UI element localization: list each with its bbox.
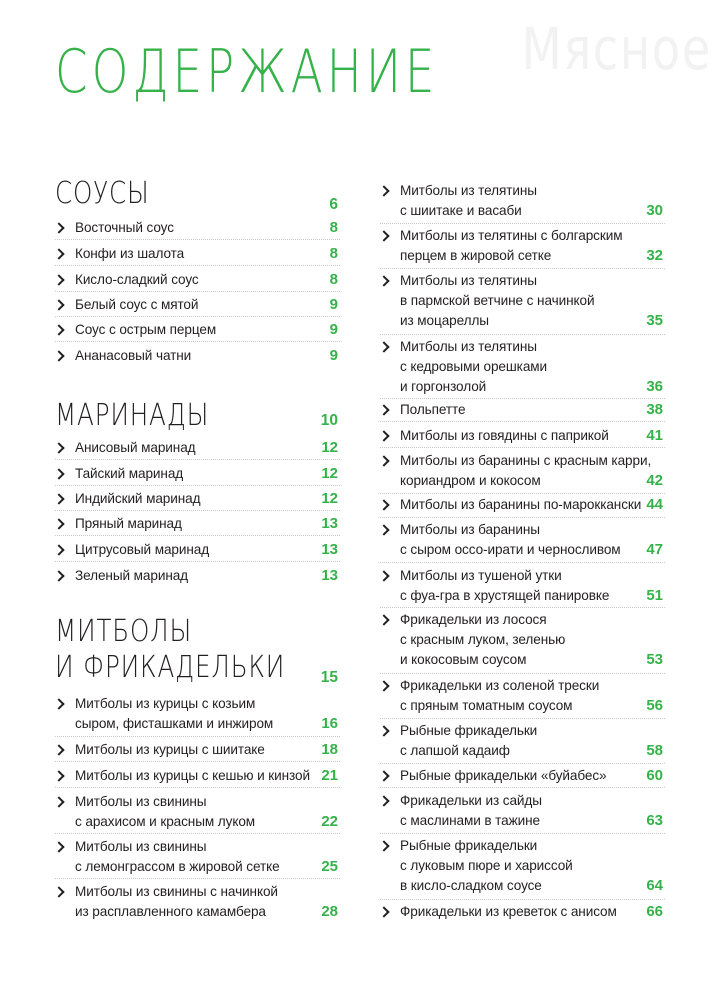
entry-title: Рыбные фрикадельки «буйабес» <box>400 768 607 783</box>
chevron-right-icon <box>380 614 389 626</box>
chevron-right-icon <box>380 770 389 782</box>
dotted-divider <box>55 341 340 342</box>
entry-page-number: 12 <box>321 439 338 456</box>
entry-title: Митболы из баранины с сыром оссо-ирати и черносливом <box>400 522 621 557</box>
chevron-right-icon <box>380 840 389 852</box>
section-title-line-1: МИТБОЛЫ <box>55 614 193 649</box>
toc-entry[interactable] <box>380 520 665 560</box>
chevron-right-icon <box>55 544 64 556</box>
dotted-divider <box>55 291 340 292</box>
dotted-divider <box>380 268 665 269</box>
entry-title: Митболы из баранины по-марокканcки <box>400 497 642 512</box>
entry-title: Митболы из телятины с шиитаке и васаби <box>400 183 537 218</box>
toc-entry[interactable] <box>55 514 340 534</box>
dotted-divider <box>55 239 340 240</box>
dotted-divider <box>55 761 340 762</box>
entry-page-number: 51 <box>646 587 663 604</box>
section-page-number: 10 <box>320 412 338 429</box>
dotted-divider <box>380 673 665 674</box>
toc-entry[interactable] <box>55 566 340 586</box>
entry-title: Ананасовый чатни <box>75 348 192 363</box>
entry-page-number: 58 <box>646 742 663 759</box>
toc-entry[interactable] <box>380 181 665 221</box>
toc-entry[interactable] <box>380 836 665 896</box>
toc-entry[interactable] <box>380 226 665 266</box>
entry-page-number: 38 <box>646 401 663 418</box>
entry-page-number: 12 <box>321 490 338 507</box>
chevron-right-icon <box>380 795 389 807</box>
toc-entry[interactable] <box>55 766 340 786</box>
entry-page-number: 12 <box>321 465 338 482</box>
entry-title: Соус с острым перцем <box>75 322 217 337</box>
dotted-divider <box>55 561 340 562</box>
entry-page-number: 9 <box>329 296 338 313</box>
chevron-right-icon <box>55 770 64 782</box>
section-page-number: 6 <box>329 196 338 213</box>
entry-title: Рыбные фрикадельки с луковым пюре и хариссой в кисло-сладком соусе <box>400 838 573 893</box>
dotted-divider <box>380 421 665 422</box>
entry-title: Восточный соус <box>75 220 174 235</box>
dotted-divider <box>380 223 665 224</box>
section-heading-meatballs[interactable] <box>55 614 340 690</box>
dotted-divider <box>380 562 665 563</box>
chevron-right-icon <box>55 886 64 898</box>
dotted-divider <box>55 510 340 511</box>
dotted-divider <box>380 398 665 399</box>
chevron-right-icon <box>380 185 389 197</box>
dotted-divider <box>55 485 340 486</box>
chevron-right-icon <box>380 230 389 242</box>
entry-title: Польпетте <box>400 402 466 417</box>
chevron-right-icon <box>380 499 389 511</box>
dotted-divider <box>380 607 665 608</box>
entry-page-number: 16 <box>321 715 338 732</box>
chevron-right-icon <box>380 455 389 467</box>
toc-entry[interactable] <box>55 218 340 238</box>
toc-entry[interactable] <box>55 837 340 877</box>
entry-page-number: 41 <box>646 427 663 444</box>
dotted-divider <box>380 718 665 719</box>
toc-entry[interactable] <box>55 320 340 340</box>
dotted-divider <box>380 787 665 788</box>
dotted-divider <box>55 787 340 788</box>
chevron-right-icon <box>55 222 64 234</box>
chevron-right-icon <box>55 841 64 853</box>
chevron-right-icon <box>380 906 389 918</box>
chevron-right-icon <box>55 796 64 808</box>
dotted-divider <box>55 316 340 317</box>
entry-page-number: 18 <box>321 741 338 758</box>
chevron-right-icon <box>380 524 389 536</box>
entry-title: Митболы из свинины с лемонграссом в жировой сетке <box>75 839 280 874</box>
entry-title: Цитрусовый маринад <box>75 542 210 557</box>
entry-page-number: 53 <box>646 651 663 668</box>
section-title: МАРИНАДЫ <box>55 398 210 433</box>
entry-page-number: 63 <box>646 812 663 829</box>
toc-entry[interactable] <box>380 337 665 397</box>
dotted-divider <box>380 493 665 494</box>
chevron-right-icon <box>55 248 64 260</box>
chevron-right-icon <box>55 274 64 286</box>
entry-title: Митболы из баранины с красным карри, кориандром и кокосом <box>400 453 652 488</box>
entry-page-number: 25 <box>321 858 338 875</box>
toc-entry[interactable] <box>55 464 340 484</box>
chevron-right-icon <box>55 698 64 710</box>
entry-title: Митболы из курицы с козьим сыром, фисташками и инжиром <box>75 696 274 731</box>
section-title: СОУСЫ <box>55 176 150 211</box>
entry-page-number: 8 <box>329 219 338 236</box>
entry-title: Митболы из телятины с кедровыми орешками и горгонзолой <box>400 339 548 394</box>
toc-entry[interactable] <box>380 495 665 515</box>
chevron-right-icon <box>55 442 64 454</box>
toc-entry[interactable] <box>55 346 340 366</box>
entry-page-number: 13 <box>321 541 338 558</box>
toc-entry[interactable] <box>55 694 340 734</box>
entry-page-number: 8 <box>329 245 338 262</box>
entry-page-number: 13 <box>321 515 338 532</box>
entry-title: Зеленый маринад <box>75 568 189 583</box>
dotted-divider <box>55 265 340 266</box>
entry-title: Митболы из телятины с болгарским перцем в жировой сетке <box>400 228 623 263</box>
dotted-divider <box>380 334 665 335</box>
chevron-right-icon <box>380 570 389 582</box>
toc-entry[interactable] <box>55 792 340 832</box>
section-heading-marinades[interactable] <box>55 398 340 438</box>
toc-entry[interactable] <box>55 882 340 922</box>
entry-page-number: 60 <box>646 767 663 784</box>
entry-title: Фрикадельки из креветок с анисом <box>400 904 617 919</box>
entry-page-number: 21 <box>321 767 338 784</box>
entry-title: Анисовый маринад <box>75 440 196 455</box>
toc-entry[interactable] <box>380 766 665 786</box>
entry-page-number: 8 <box>329 271 338 288</box>
chevron-right-icon <box>55 744 64 756</box>
entry-page-number: 28 <box>321 903 338 920</box>
entry-title: Фрикадельки из сайды с маслинами в тажине <box>400 793 542 828</box>
entry-page-number: 47 <box>646 541 663 558</box>
entry-page-number: 64 <box>646 877 663 894</box>
chevron-right-icon <box>55 324 64 336</box>
toc-entry[interactable] <box>380 791 665 831</box>
dotted-divider <box>380 899 665 900</box>
chevron-right-icon <box>55 468 64 480</box>
entry-page-number: 9 <box>329 347 338 364</box>
toc-entry[interactable] <box>380 610 665 670</box>
entry-page-number: 35 <box>646 312 663 329</box>
entry-title: Митболы из свинины с начинкой из расплавленного камамбера <box>75 884 278 919</box>
entry-title: Индийский маринад <box>75 491 201 506</box>
entry-title: Митболы из курицы с шиитаке <box>75 742 265 757</box>
dotted-divider <box>380 763 665 764</box>
toc-entry[interactable] <box>55 244 340 264</box>
entry-title: Митболы из тушеной утки с фуа-гра в хрустящей панировке <box>400 568 610 603</box>
dotted-divider <box>55 878 340 879</box>
chevron-right-icon <box>380 725 389 737</box>
dotted-divider <box>380 447 665 448</box>
entry-title: Белый соус с мятой <box>75 297 199 312</box>
entry-title: Митболы из курицы с кешью и кинзой <box>75 768 310 783</box>
toc-entry[interactable] <box>55 540 340 560</box>
chevron-right-icon <box>380 430 389 442</box>
chevron-right-icon <box>380 404 389 416</box>
toc-entry[interactable] <box>380 426 665 446</box>
toc-entry[interactable] <box>380 566 665 606</box>
toc-entry[interactable] <box>380 451 665 491</box>
chevron-right-icon <box>55 350 64 362</box>
toc-entry[interactable] <box>380 721 665 761</box>
entry-title: Митболы из свинины с арахисом и красным луком <box>75 794 256 829</box>
entry-page-number: 13 <box>321 567 338 584</box>
entry-page-number: 9 <box>329 321 338 338</box>
entry-title: Кисло-сладкий соус <box>75 272 199 287</box>
entry-title: Фрикадельки из соленой трески с пряным томатным соусом <box>400 678 600 713</box>
dotted-divider <box>55 833 340 834</box>
chevron-right-icon <box>55 570 64 582</box>
toc-entry[interactable] <box>55 438 340 458</box>
entry-page-number: 56 <box>646 697 663 714</box>
entry-title: Рыбные фрикадельки с лапшой кадаиф <box>400 723 538 758</box>
chevron-right-icon <box>55 493 64 505</box>
section-page-number: 15 <box>320 669 338 686</box>
dotted-divider <box>55 535 340 536</box>
chevron-right-icon <box>380 275 389 287</box>
entry-page-number: 42 <box>646 472 663 489</box>
toc-entry[interactable] <box>55 295 340 315</box>
entry-title: Конфи из шалота <box>75 246 185 261</box>
dotted-divider <box>55 736 340 737</box>
entry-title: Тайский маринад <box>75 466 184 481</box>
entry-page-number: 66 <box>646 903 663 920</box>
toc-entry[interactable] <box>55 270 340 290</box>
entry-page-number: 36 <box>646 378 663 395</box>
toc-entry[interactable] <box>55 489 340 509</box>
toc-entry[interactable] <box>380 676 665 716</box>
chevron-right-icon <box>380 341 389 353</box>
entry-title: Пряный маринад <box>75 516 182 531</box>
dotted-divider <box>55 459 340 460</box>
page-title: СОДЕРЖАНИЕ <box>55 37 439 107</box>
toc-entry[interactable] <box>380 400 665 420</box>
section-title-line-2: И ФРИКАДЕЛЬКИ <box>55 650 286 685</box>
section-heading-sauces[interactable] <box>55 176 340 216</box>
entry-title: Митболы из телятины в пармской ветчине с начинкой из моцареллы <box>400 273 595 328</box>
chevron-right-icon <box>380 680 389 692</box>
toc-entry[interactable] <box>55 740 340 760</box>
entry-page-number: 22 <box>321 813 338 830</box>
entry-page-number: 32 <box>646 247 663 264</box>
dotted-divider <box>380 833 665 834</box>
dotted-divider <box>380 517 665 518</box>
chevron-right-icon <box>55 518 64 530</box>
toc-entry[interactable] <box>380 902 665 922</box>
toc-entry[interactable] <box>380 271 665 331</box>
entry-title: Митболы из говядины с паприкой <box>400 428 609 443</box>
entry-title: Фрикадельки из лосося с красным луком, зеленью и кокосовым соусом <box>400 612 566 667</box>
chevron-right-icon <box>55 299 64 311</box>
entry-page-number: 44 <box>646 496 663 513</box>
entry-page-number: 30 <box>646 202 663 219</box>
background-watermark-text: Мясное <box>521 15 712 83</box>
